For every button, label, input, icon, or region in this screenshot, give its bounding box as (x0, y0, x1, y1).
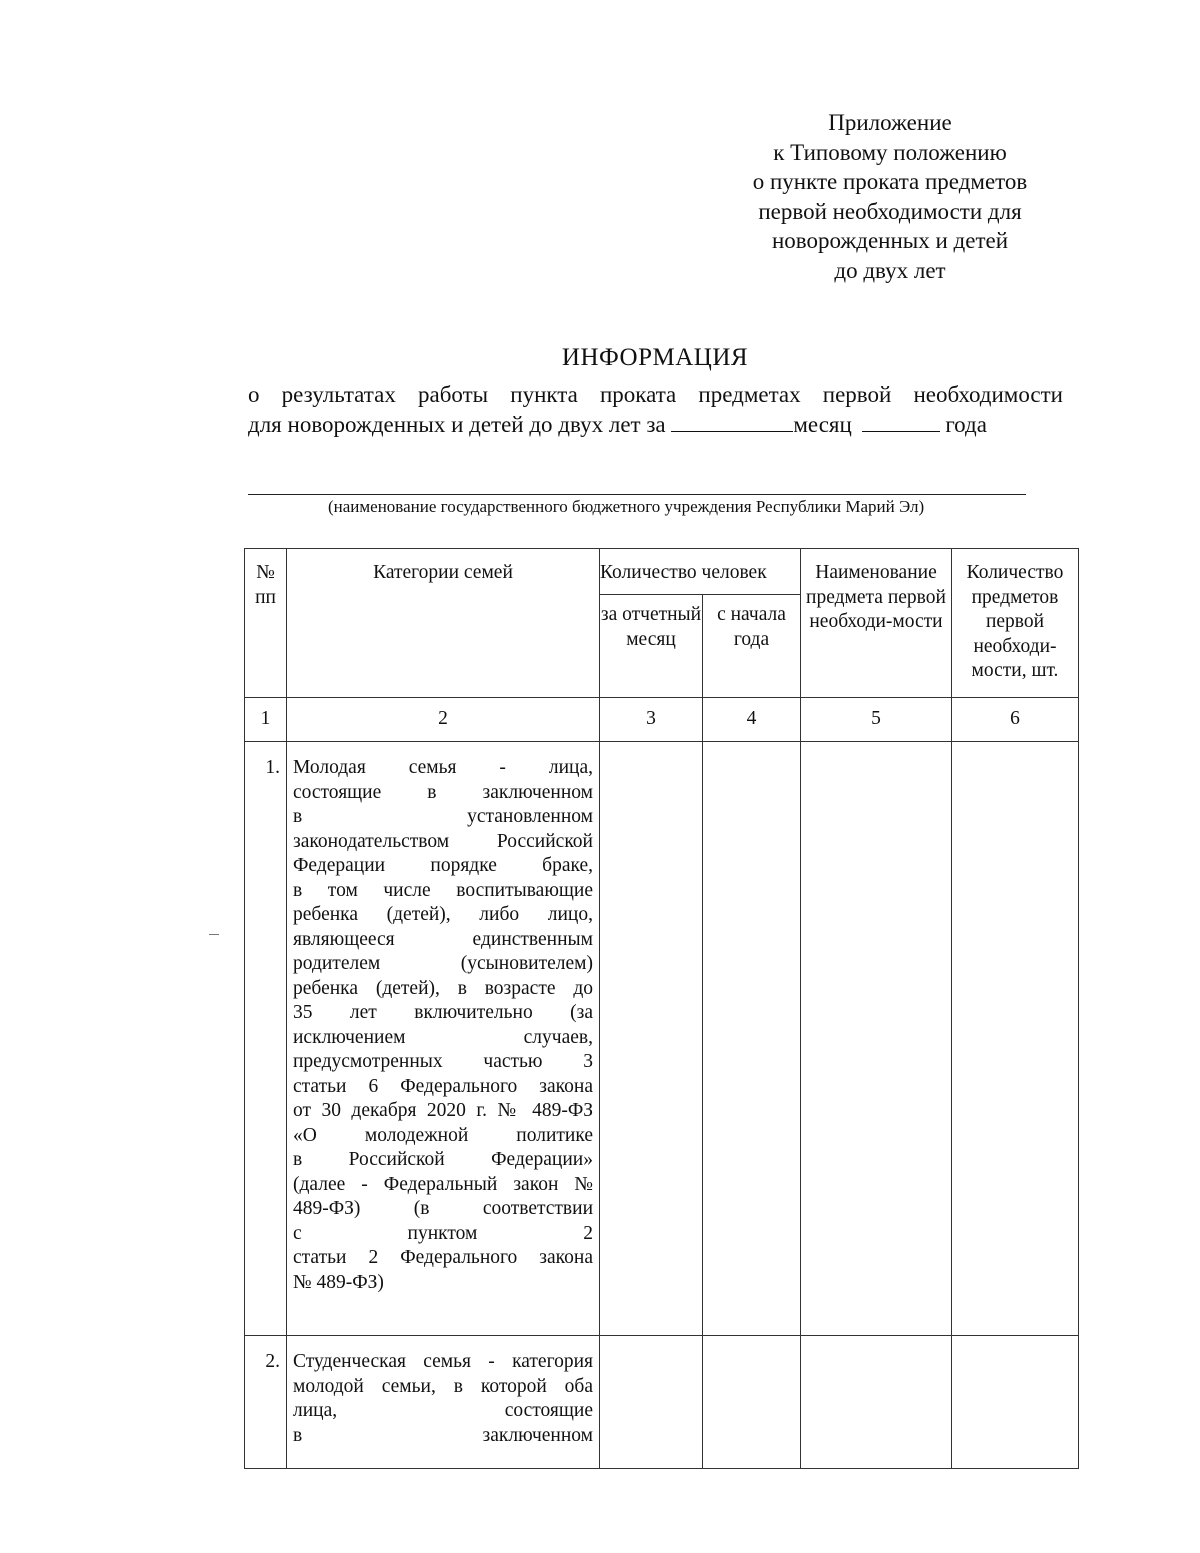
header-item-count: Количество предметов первой необходи-мости, шт. (952, 549, 1079, 698)
cell-people-month[interactable] (600, 1336, 703, 1469)
column-number: 2 (287, 698, 600, 742)
cell-item-count[interactable] (952, 1336, 1079, 1469)
category-line: № 489-ФЗ) (293, 1271, 384, 1293)
category-line: являющееся единственным (293, 928, 593, 950)
column-number-row (245, 698, 1079, 742)
report-table (244, 548, 1079, 1469)
appendix-line: до двух лет (834, 257, 946, 283)
category-line: родителем (усыновителем) (293, 953, 593, 974)
cell-item-count[interactable] (952, 742, 1079, 1336)
category-line: молодой семьи, в которой оба (293, 1375, 593, 1397)
table-row (245, 1336, 1079, 1469)
row-number: 1. (245, 742, 287, 1336)
category-line: 35 лет включительно (за (293, 1002, 593, 1023)
category-line: законодательством Российской (293, 830, 593, 852)
appendix-line: первой необходимости для (758, 198, 1022, 224)
category-line: состоящие в заключенном (293, 781, 593, 803)
header-category: Категории семей (287, 549, 600, 698)
row-number: 2. (245, 1336, 287, 1469)
subtitle-line-1: о результатах работы пункта проката предметах первой необходимости (248, 382, 1063, 407)
subtitle-prefix: для новорожденных и детей до двух лет за (248, 412, 666, 437)
category-line: статьи 6 Федерального закона (293, 1075, 593, 1097)
cell-people-month[interactable] (600, 742, 703, 1336)
category-line: (далее - Федеральный закон № (293, 1173, 593, 1195)
header-num: № пп (245, 549, 287, 698)
category-line: в Российской Федерации» (293, 1149, 593, 1170)
margin-mark (209, 934, 219, 935)
table-header-row (245, 549, 1079, 595)
category-text (287, 742, 600, 1336)
cell-people-year[interactable] (703, 1336, 801, 1469)
column-number: 6 (952, 698, 1079, 742)
header-people-month: за отчетный месяц (600, 595, 703, 698)
appendix-line: новорожденных и детей (771, 228, 1009, 253)
appendix-line: Приложение (828, 110, 952, 135)
category-line: лица, состоящие (293, 1400, 593, 1421)
category-line: статьи 2 Федерального закона (293, 1247, 593, 1268)
header-item-name: Наименование предмета первой необходи-мости (801, 549, 952, 698)
year-label: года (945, 412, 987, 437)
cell-item-name[interactable] (801, 1336, 952, 1469)
category-line: с пунктом 2 (293, 1222, 593, 1244)
month-blank-field[interactable] (671, 409, 793, 432)
subtitle-line-2 (248, 409, 1063, 439)
category-line: 489-ФЗ) (в соответствии (293, 1198, 593, 1219)
category-line: ребенка (детей), в возрасте до (293, 977, 593, 999)
month-label: месяц (793, 412, 852, 437)
cell-people-year[interactable] (703, 742, 801, 1336)
year-blank-field[interactable] (862, 409, 940, 432)
category-text (287, 1336, 600, 1469)
document-subtitle (248, 380, 1063, 439)
cell-item-name[interactable] (801, 742, 952, 1336)
category-line: от 30 декабря 2020 г. № 489-ФЗ (293, 1100, 593, 1121)
table-row (245, 742, 1079, 1336)
header-people: Количество человек (600, 549, 801, 595)
appendix-line: к Типовому положению (773, 139, 1007, 165)
category-line: ребенка (детей), либо лицо, (293, 904, 593, 925)
document-title: ИНФОРМАЦИЯ (561, 344, 749, 371)
category-line: в установленном (293, 806, 593, 827)
category-line: Федерации порядке браке, (293, 855, 593, 876)
category-line: исключением случаев, (293, 1026, 593, 1048)
column-number: 5 (801, 698, 952, 742)
header-people-year: с начала года (703, 595, 801, 698)
category-line: в заключенном (293, 1424, 593, 1446)
category-line: Молодая семья - лица, (293, 757, 593, 778)
organization-caption: (наименование государственного бюджетного учреждения Республики Марий Эл) (328, 497, 925, 516)
appendix-line: о пункте проката предметов (752, 169, 1028, 194)
appendix-block (690, 108, 1090, 285)
column-number: 4 (703, 698, 801, 742)
column-number: 3 (600, 698, 703, 742)
column-number: 1 (245, 698, 287, 742)
category-line: в том числе воспитывающие (293, 879, 593, 901)
category-line: Студенческая семья - категория (293, 1351, 593, 1372)
organization-name-line[interactable] (248, 494, 1026, 495)
category-line: «О молодежной политике (293, 1124, 593, 1146)
category-line: предусмотренных частью 3 (293, 1051, 593, 1072)
